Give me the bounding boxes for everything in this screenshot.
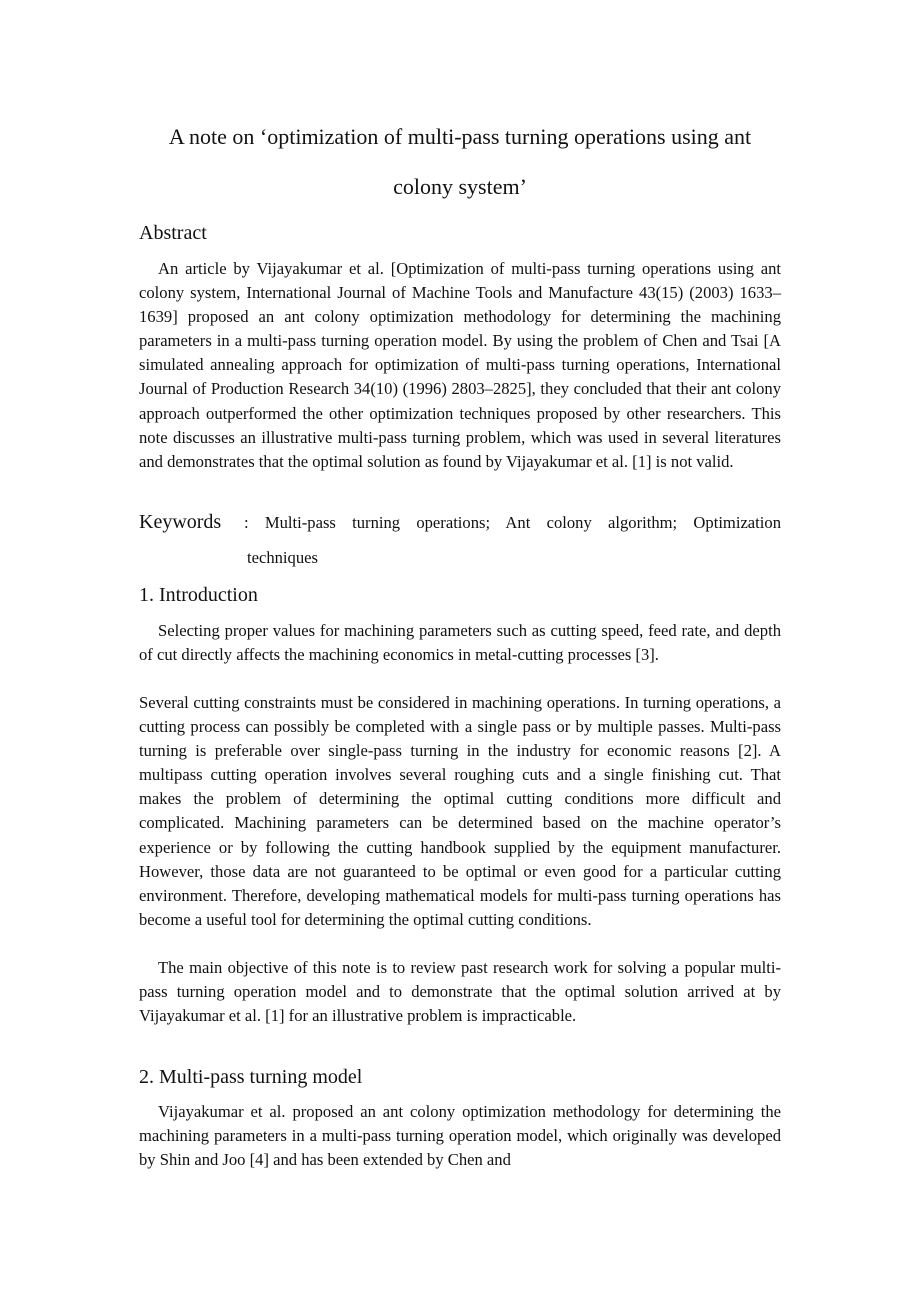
introduction-paragraph-2: Several cutting constraints must be considered in machining operations. In turning operations, a cutting process can possibly be completed with a single pass or by multiple passes. Multi-pass turning is preferable over single-pass turning in the industry for economic reasons [2]. A multipass cutting operation involves several roughing cuts and a single finishing cut. That makes the problem of determining the optimal cutting conditions more difficult and complicated. Machining parameters can be determined based on the machine operator’s experience or by following the cutting handbook supplied by the equipment manufacturer. However, those data are not guaranteed to be optimal or even good for a particular cutting environment. Therefore, developing mathematical models for multi-pass turning operations has become a useful tool for determining the optimal cutting conditions.: [139, 693, 781, 929]
paper-title: [110, 112, 810, 212]
abstract-paragraph: An article by Vijayakumar et al. [Optimization of multi-pass turning operations using ant colony system, International Journal of Machine Tools and Manufacture 43(15) (2003) 1633–1639] proposed an ant colony optimization methodology for determining the machining parameters in a multi-pass turning operation model. By using the problem of Chen and Tsai [A simulated annealing approach for optimization of multi-pass turning operations, International Journal of Production Research 34(10) (1996) 2803–2825], they concluded that their ant colony approach outperformed the other optimization techniques proposed by other researchers. This note discusses an illustrative multi-pass turning problem, which was used in several literatures and demonstrates that the optimal solution as found by Vijayakumar et al. [1] is not valid.: [139, 259, 781, 471]
title-line-1: A note on ‘optimization of multi-pass turning operations using ant: [168, 124, 752, 149]
keywords-label: Keywords: [139, 511, 222, 533]
introduction-paragraph-1: Selecting proper values for machining parameters such as cutting speed, feed rate, and depth of cut directly affects the machining economics in metal-cutting processes [3].: [139, 621, 781, 665]
keywords-line-2: techniques: [247, 548, 318, 567]
model-heading: 2. Multi-pass turning model: [139, 1066, 363, 1088]
title-line-2: colony system’: [393, 174, 527, 199]
introduction-heading: 1. Introduction: [139, 584, 258, 606]
introduction-paragraph-3: The main objective of this note is to review past research work for solving a popular multi-pass turning operation model and to demonstrate that the optimal solution arrived at by Vijayakumar et al. [1] for an illustrative problem is impracticable.: [139, 958, 781, 1026]
keywords-line-1: : Multi-pass turning operations; Ant colony algorithm; Optimization: [244, 513, 781, 532]
abstract-heading: Abstract: [139, 222, 207, 244]
model-paragraph-1: Vijayakumar et al. proposed an ant colony optimization methodology for determining the machining parameters in a multi-pass turning operation model, which originally was developed by Shin and Joo [4] and has been extended by Chen and: [139, 1102, 781, 1170]
